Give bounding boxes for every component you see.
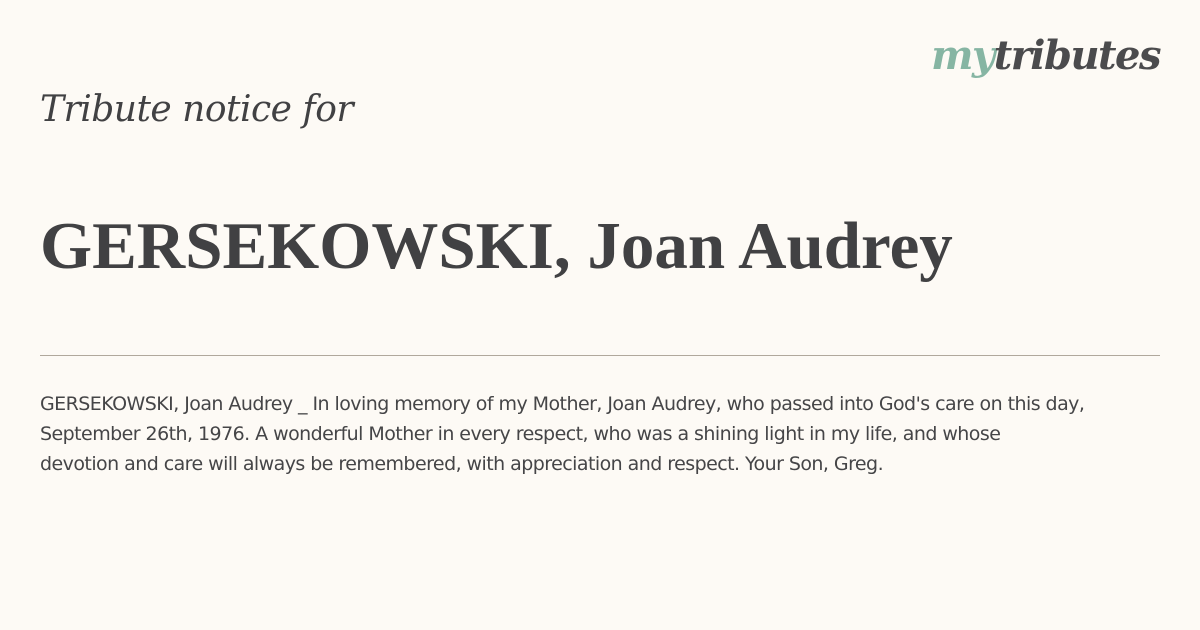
notice-body	[40, 389, 1192, 479]
tribute-kicker: Tribute notice for	[40, 89, 354, 130]
notice-body-line: devotion and care will always be remembered, with appreciation and respect. Your Son, Greg.	[40, 453, 884, 475]
deceased-name: GERSEKOWSKI, Joan Audrey	[40, 209, 953, 283]
logo-tributes-text: tributes	[993, 32, 1160, 79]
notice-body-line: September 26th, 1976. A wonderful Mother in every respect, who was a shining light in my life, and whose	[40, 423, 1001, 445]
logo-my-text: my	[931, 32, 994, 79]
notice-body-line: GERSEKOWSKI, Joan Audrey _ In loving memory of my Mother, Joan Audrey, who passed into God's care on this day,	[40, 393, 1085, 415]
mytributes-logo[interactable]	[931, 32, 1160, 79]
divider	[40, 355, 1160, 356]
